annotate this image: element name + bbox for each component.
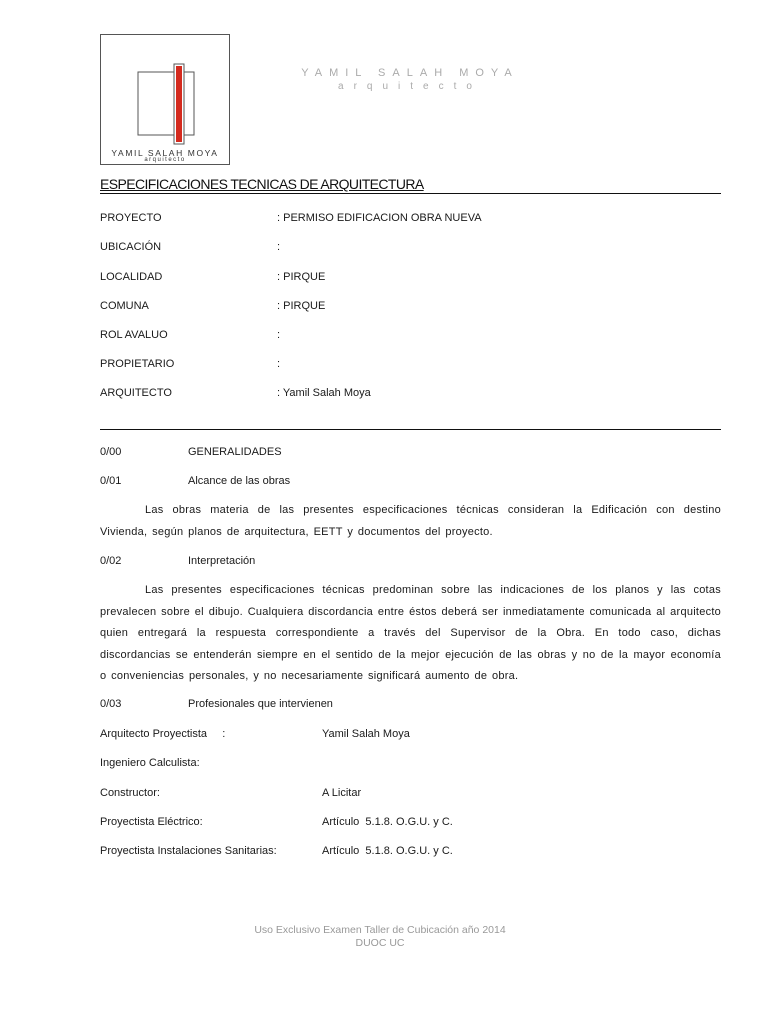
field-value: : Yamil Salah Moya (277, 387, 371, 399)
logo (100, 34, 230, 165)
field-value: : PIRQUE (277, 300, 326, 312)
professional-value: Yamil Salah Moya (322, 728, 410, 740)
logo-mark-icon (101, 35, 229, 145)
header-subtitle: arquitecto (338, 81, 482, 92)
field-value: : PIRQUE (277, 271, 326, 283)
professional-value: Artículo 5.1.8. O.G.U. y C. (322, 816, 453, 828)
section-title: Alcance de las obras (188, 475, 291, 487)
title-divider (100, 193, 721, 194)
professional-label: Proyectista Eléctrico: (100, 816, 203, 828)
section-title: Interpretación (188, 555, 256, 567)
field-label: COMUNA (100, 300, 149, 312)
field-value: : PERMISO EDIFICACION OBRA NUEVA (277, 212, 482, 224)
field-value: : (277, 329, 281, 341)
field-label: ARQUITECTO (100, 387, 172, 399)
professional-value: Artículo 5.1.8. O.G.U. y C. (322, 845, 453, 857)
document-title: ESPECIFICACIONES TECNICAS DE ARQUITECTURA (100, 176, 424, 192)
section-number: 0/03 (100, 698, 122, 710)
section-number: 0/00 (100, 446, 122, 458)
paragraph-interpretation: Las presentes especificaciones técnicas predominan sobre las indicaciones de los planos y las cotas prevalecen sobre el dibujo. Cualquiera discordancia entre éstos deberá ser inmediatamente comunicada al arquitecto quien entregará la respuesta correspondiente a través del Supervisor de la Obra. En todo caso, dichas discordancias se entenderán siempre en el sentido de la mejor ejecución de las obras y no de la mayor economía o conveniencias personales, y no necesariamente significará aumento de obra. (100, 584, 721, 682)
section-title: GENERALIDADES (188, 446, 282, 458)
field-value: : (277, 358, 281, 370)
logo-subtitle: arquitecto (144, 157, 186, 163)
field-label: PROYECTO (100, 212, 162, 224)
field-label: ROL AVALUO (100, 329, 168, 341)
header-name: YAMIL SALAH MOYA (301, 67, 519, 79)
section-title: Profesionales que intervienen (188, 698, 333, 710)
professional-label: Proyectista Instalaciones Sanitarias: (100, 845, 277, 857)
footer-line-2: DUOC UC (355, 937, 405, 949)
professional-label: Arquitecto Proyectista : (100, 728, 226, 740)
field-value: : (277, 241, 281, 253)
field-label: LOCALIDAD (100, 271, 163, 283)
section-number: 0/02 (100, 555, 122, 567)
section-divider (100, 429, 721, 430)
section-number: 0/01 (100, 475, 122, 487)
logo-name: YAMIL SALAH MOYA (111, 148, 219, 158)
field-label: UBICACIÓN (100, 241, 162, 253)
professional-value: A Licitar (322, 787, 362, 799)
paragraph-scope: Las obras materia de las presentes especificaciones técnicas consideran la Edificación con destino Vivienda, según planos de arquitectura, EETT y documentos del proyecto. (100, 504, 721, 538)
professional-label: Ingeniero Calculista: (100, 757, 200, 769)
footer-line-1: Uso Exclusivo Examen Taller de Cubicación año 2014 (254, 924, 506, 936)
professional-label: Constructor: (100, 787, 160, 799)
field-label: PROPIETARIO (100, 358, 175, 370)
